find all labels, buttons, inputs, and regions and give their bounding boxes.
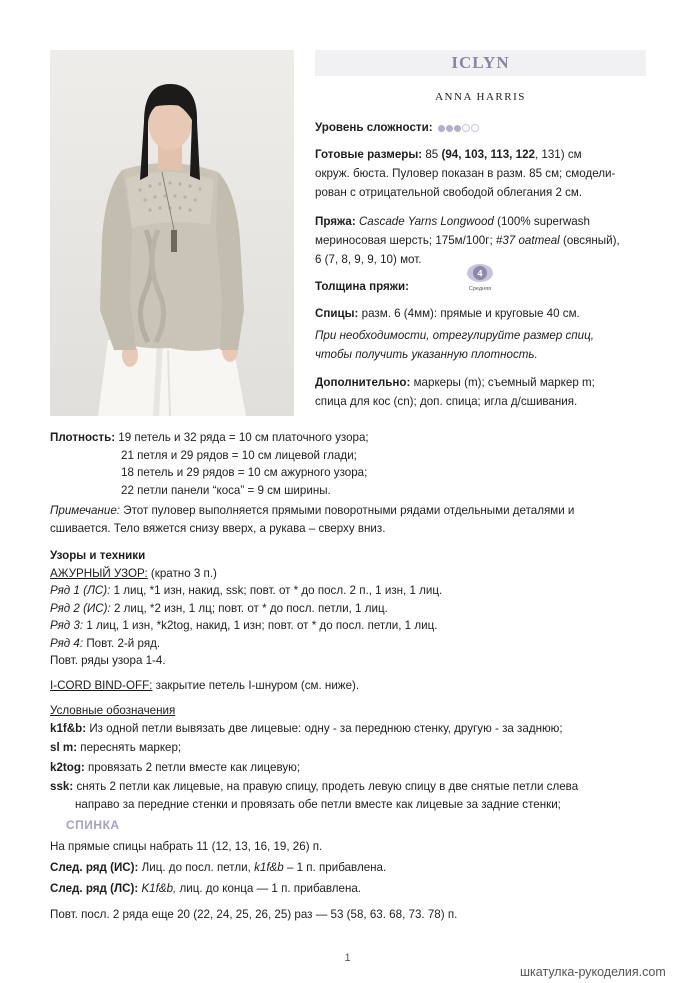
model-photo-illustration xyxy=(50,50,294,416)
row-label: Ряд 3: xyxy=(50,619,84,632)
gauge-label: Плотность: xyxy=(50,431,116,444)
extras-line-1 xyxy=(315,373,655,392)
sizes-bold: (94, 103, 113, 122 xyxy=(441,148,535,161)
model-photo xyxy=(50,50,294,416)
difficulty-row xyxy=(315,118,655,137)
yarn-line-1 xyxy=(315,212,655,231)
difficulty-dot-empty xyxy=(471,124,479,132)
gauge-line-3: 22 петли панели “коса” = 9 см ширины. xyxy=(121,483,331,497)
back-block xyxy=(50,836,650,925)
gauge-line-0 xyxy=(50,429,650,447)
extras-line-2: спица для кос (cn); доп. спица; игла д/сшивания. xyxy=(315,395,578,408)
difficulty-rating xyxy=(438,118,480,137)
back-ws-result: – 1 п. прибавлена. xyxy=(286,861,387,874)
back-rs-label: След. ряд (ЛС): xyxy=(50,882,139,895)
needles-note-1: При необходимости, отрегулируйте размер спиц, xyxy=(315,329,594,342)
lace-row-2 xyxy=(50,600,650,618)
page-number: 1 xyxy=(344,952,351,964)
note-line-2: сшивается. Тело вяжется снизу вверх, а рукава – сверху вниз. xyxy=(50,521,386,535)
difficulty-label: Уровень сложности: xyxy=(315,121,433,134)
difficulty-dot-empty xyxy=(462,124,470,132)
extras-value: маркеры (m); съемный маркер m; xyxy=(413,376,595,389)
extras-label: Дополнительно: xyxy=(315,376,411,389)
legend-item xyxy=(50,759,650,777)
icord-title: I-CORD BIND-OFF: xyxy=(50,678,153,692)
legend-title: Условные обозначения xyxy=(50,704,176,717)
back-rs-row xyxy=(50,878,650,899)
sizes-line-2: окруж. бюста. Пуловер показан в разм. 85 см; смодели- xyxy=(315,167,616,180)
legend-def: провязать 2 петли вместе как лицевую; xyxy=(88,760,301,774)
legend-item xyxy=(50,739,650,757)
legend-block xyxy=(50,702,650,813)
lace-title-line xyxy=(50,565,650,583)
sizes-line-1 xyxy=(315,145,655,164)
row-label: Ряд 1 (ЛС): xyxy=(50,584,111,597)
legend-term: k2tog: xyxy=(50,760,85,774)
back-rs-abbr: K1f&b, xyxy=(141,882,177,895)
legend-def: переснять маркер; xyxy=(80,741,182,754)
sizes-line-3: рован с отрицательной свободой облегания 2 см. xyxy=(315,186,583,199)
gauge-block xyxy=(50,429,650,499)
lace-repeat-rows: Повт. ряды узора 1-4. xyxy=(50,654,166,667)
gauge-line-1: 21 петля и 29 рядов = 10 см лицевой глади; xyxy=(121,448,357,462)
note-block xyxy=(50,502,650,537)
back-ws-text: Лиц. до посл. петли, xyxy=(141,861,251,874)
difficulty-dot-filled xyxy=(454,125,461,132)
yarn-brand: Cascade Yarns Longwood xyxy=(358,215,494,228)
sizes-first: 85 xyxy=(425,148,439,161)
needles-label: Спицы: xyxy=(315,307,359,320)
row-label: Ряд 2 (ИС): xyxy=(50,601,111,615)
yarn-line-1-rest: (100% superwash xyxy=(497,215,590,228)
lace-row-1 xyxy=(50,582,650,600)
legend-def: снять 2 петли как лицевые, на правую спицу, продеть левую спицу в две снятые петли слева xyxy=(76,780,579,793)
yarn-weight-caption: Средняя xyxy=(468,286,492,292)
gauge-line-2: 18 петель и 29 рядов = 10 см ажурного узора; xyxy=(121,466,368,479)
patterns-block xyxy=(50,547,650,694)
yarn-block xyxy=(315,212,655,269)
patterns-heading: Узоры и техники xyxy=(50,549,146,562)
yarn-line-3: 6 (7, 8, 9, 9, 10) мот. xyxy=(315,253,422,266)
yarn-label: Пряжа: xyxy=(315,215,356,228)
row-text: 2 лиц, *2 изн, 1 лц; повт. от * до посл. петли, 1 лиц. xyxy=(113,601,388,615)
needles-line xyxy=(315,304,655,323)
back-ws-label: След. ряд (ИС): xyxy=(50,861,139,874)
yarn-fiber: мериносовая шерсть; 175м/100г; xyxy=(315,234,493,247)
icord-line xyxy=(50,677,650,695)
designer-name: ANNA HARRIS xyxy=(435,91,526,103)
yarn-weight-number: 4 xyxy=(477,268,483,279)
back-ws-row xyxy=(50,857,650,878)
needles-note-2: чтобы получить указанную плотность. xyxy=(315,348,538,361)
lace-repeat: (кратно 3 п.) xyxy=(150,566,217,580)
sizes-label: Готовые размеры: xyxy=(315,148,423,161)
lace-title: АЖУРНЫЙ УЗОР: xyxy=(50,566,148,580)
icord-text: закрытие петель I-шнуром (см. ниже). xyxy=(155,678,360,692)
row-text: 1 лиц, 1 изн, *k2tog, накид, 1 изн; повт. от * до посл. петли, 1 лиц. xyxy=(86,619,438,632)
legend-term: sl m: xyxy=(50,741,78,754)
back-repeat: Повт. посл. 2 ряда еще 20 (22, 24, 25, 26, 25) раз — 53 (58, 63. 68, 73. 78) п. xyxy=(50,908,458,921)
legend-ssk-line-2: направо за передние стенки и провязать обе петли вместе как лицевые за задние стенки; xyxy=(75,797,561,811)
needles-value: разм. 6 (4мм): прямые и круговые 40 см. xyxy=(361,307,580,320)
sizes-rest: , 131) см xyxy=(534,148,582,161)
note-line-1 xyxy=(50,502,650,520)
legend-def: Из одной петли вывязать две лицевые: одну - за переднюю стенку, другую - за заднюю; xyxy=(89,721,563,735)
note-label: Примечание: xyxy=(50,504,120,517)
back-cast-on: На прямые спицы набрать 11 (12, 13, 16, 19, 26) п. xyxy=(50,840,323,853)
legend-item xyxy=(50,720,650,738)
lace-row-4 xyxy=(50,635,650,653)
sizes-block xyxy=(315,145,655,202)
yarn-weight-label: Толщина пряжи: xyxy=(315,280,409,293)
legend-term: k1f&b: xyxy=(50,721,87,735)
row-text: Повт. 2-й ряд. xyxy=(86,636,161,650)
back-heading: СПИНКА xyxy=(66,818,120,832)
yarn-color-ru: (овсяный), xyxy=(562,234,620,247)
extras-block xyxy=(315,373,655,411)
row-text: 1 лиц, *1 изн, накид, ssk; повт. от * до посл. 2 п., 1 изн, 1 лиц. xyxy=(113,584,443,597)
site-watermark: шкатулка-рукоделия.com xyxy=(520,965,666,979)
legend-item xyxy=(50,778,650,796)
legend-term: ssk: xyxy=(50,780,74,793)
yarn-weight-icon xyxy=(460,262,500,292)
back-rs-text: лиц. до конца — 1 п. прибавлена. xyxy=(179,882,362,895)
difficulty-dot-filled xyxy=(438,125,445,132)
yarn-line-2 xyxy=(315,231,655,250)
gauge-line-text: 19 петель и 32 ряда = 10 см платочного узора; xyxy=(118,431,369,444)
row-label: Ряд 4: xyxy=(50,636,84,650)
note-text-1: Этот пуловер выполняется прямыми поворотными рядами отдельными деталями и xyxy=(123,504,575,517)
difficulty-dot-filled xyxy=(446,125,453,132)
lace-row-3 xyxy=(50,617,650,635)
back-ws-abbr: k1f&b xyxy=(254,861,284,874)
pattern-title: ICLYN xyxy=(315,50,646,76)
needles-block xyxy=(315,304,655,364)
yarn-color: #37 oatmeal xyxy=(495,234,560,247)
